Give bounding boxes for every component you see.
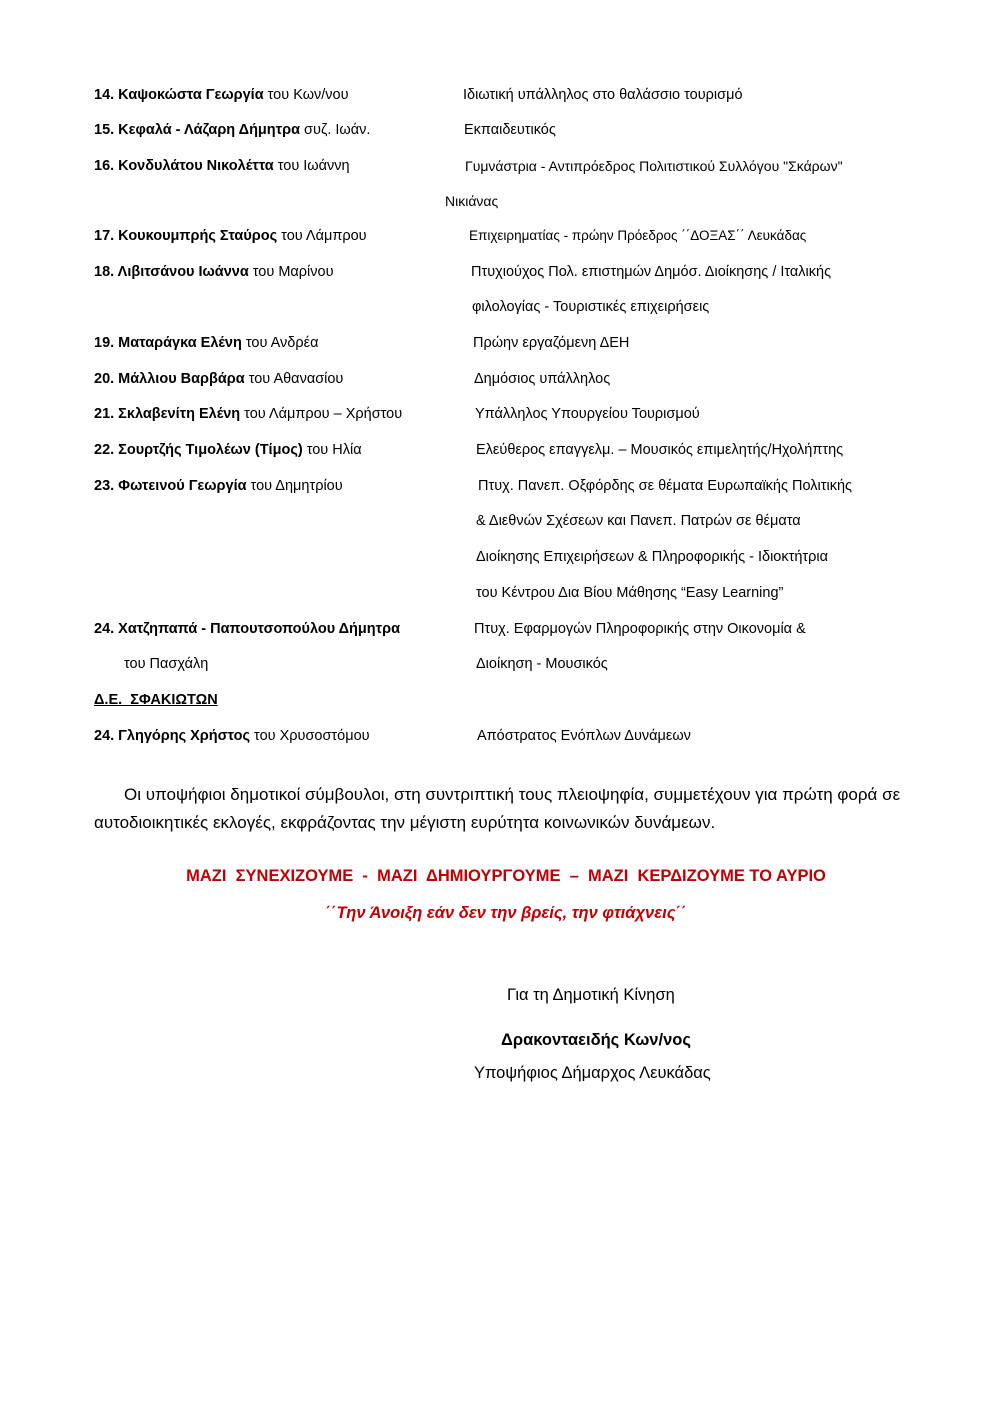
candidate-relation: του Ανδρέα (241, 335, 319, 351)
candidate-occupation: Γυμνάστρια - Αντιπρόεδρος Πολιτιστικού Συλλόγου "Σκάρων" (465, 158, 843, 174)
candidate-occupation: Πτυχιούχος Πολ. επιστημών Δημόσ. Διοίκησης / Ιταλικής (471, 264, 832, 280)
candidate-name: 18. Λιβιτσάνου Ιωάννα (94, 264, 249, 280)
candidate-name-line (94, 441, 362, 459)
candidate-occupation: Δημόσιος υπάλληλος (474, 371, 611, 387)
candidate-name-line (94, 370, 343, 388)
closing-paragraph: Οι υποψήφιοι δημοτικοί σύμβουλοι, στη συντριπτική τους πλειοψηφία, συμμετέχουν για πρώτη φορά σε αυτοδιοικητικές εκλογές, εκφράζοντας την μέγιστη ευρύτητα κοινωνικών δυνάμεων. (94, 785, 901, 832)
candidate-occupation: Απόστρατος Ενόπλων Δυνάμεων (477, 728, 691, 744)
candidate-relation: συζ. Ιωάν. (300, 122, 371, 138)
candidate-name-line (94, 620, 400, 638)
candidate-occupation-continued: Νικιάνας (445, 193, 499, 209)
candidate-name-line (94, 263, 334, 281)
candidate-occupation-continued: Διοίκηση - Μουσικός (476, 656, 608, 672)
candidate-name: 24. Χατζηπαπά - Παπουτσοπούλου Δήμητρα (94, 621, 400, 637)
signature-for: Για τη Δημοτική Κίνηση (507, 986, 675, 1004)
candidate-relation: του Μαρίνου (248, 264, 334, 280)
candidate-name: 24. Γληγόρης Χρήστος (94, 728, 251, 744)
candidate-occupation: Ελεύθερος επαγγελμ. – Μουσικός επιμελητής/Ηχολήπτης (476, 442, 844, 458)
candidate-occupation-continued: & Διεθνών Σχέσεων και Πανεπ. Πατρών σε θέματα (476, 513, 801, 529)
candidate-name-line (94, 227, 367, 245)
candidate-name-line (94, 727, 370, 745)
candidate-occupation: Πτυχ. Πανεπ. Οξφόρδης σε θέματα Ευρωπαϊκής Πολιτικής (478, 478, 852, 494)
candidate-occupation: Πρώην εργαζόμενη ΔΕΗ (473, 335, 630, 351)
candidate-relation: του Χρυσοστόμου (250, 728, 370, 744)
candidate-name: 16. Κονδυλάτου Νικολέττα (94, 158, 274, 174)
section-heading: Δ.Ε. ΣΦΑΚΙΩΤΩΝ (94, 692, 218, 708)
candidate-relation: του Πασχάλη (124, 656, 209, 672)
candidate-occupation: Υπάλληλος Υπουργείου Τουρισμού (475, 406, 700, 422)
candidate-name: 17. Κουκουμπρής Σταύρος (94, 228, 278, 244)
candidate-occupation-continued: του Κέντρου Δια Βίου Μάθησης “Easy Learning” (476, 585, 784, 601)
candidate-name-line (94, 405, 402, 423)
candidate-occupation: Εκπαιδευτικός (464, 122, 556, 138)
candidate-relation: του Ηλία (302, 442, 362, 458)
candidate-relation: του Αθανασίου (244, 371, 344, 387)
signature-title: Υποψήφιος Δήμαρχος Λευκάδας (474, 1064, 711, 1082)
candidate-occupation-continued: Διοίκησης Επιχειρήσεων & Πληροφορικής - Ιδιοκτήτρια (476, 549, 828, 565)
candidate-occupation: Επιχειρηματίας - πρώην Πρόεδρος ΄΄ΔΟΞΑΣ΄΄ Λευκάδας (469, 228, 807, 243)
slogan: ΜΑΖΙ ΣΥΝΕΧΙΖΟΥΜΕ - ΜΑΖΙ ΔΗΜΙΟΥΡΓΟΥΜΕ – ΜΑΖΙ ΚΕΡΔΙΖΟΥΜΕ ΤΟ ΑΥΡΙΟ (186, 867, 826, 885)
candidate-name: 19. Ματαράγκα Ελένη (94, 335, 242, 351)
candidate-relation: του Λάμπρου (277, 228, 367, 244)
candidate-occupation-continued: φιλολογίας - Τουριστικές επιχειρήσεις (472, 299, 710, 315)
candidate-name: 23. Φωτεινού Γεωργία (94, 478, 247, 494)
candidate-name: 22. Σουρτζής Τιμολέων (Τίμος) (94, 442, 303, 458)
candidate-relation: του Δημητρίου (246, 478, 343, 494)
candidate-relation: του Κων/νου (263, 87, 349, 103)
candidate-name: 14. Καψοκώστα Γεωργία (94, 87, 264, 103)
candidate-relation: του Ιωάννη (273, 158, 350, 174)
signature-name: Δρακονταειδής Κων/νος (501, 1031, 691, 1049)
candidate-name-line (94, 157, 350, 175)
motto: ΄΄Την Άνοιξη εάν δεν την βρείς, την φτιάχνεις΄΄ (325, 904, 687, 922)
candidate-name: 15. Κεφαλά - Λάζαρη Δήμητρα (94, 122, 301, 138)
candidate-name-line (94, 86, 349, 104)
candidate-name: 20. Μάλλιου Βαρβάρα (94, 371, 245, 387)
candidate-name-line (94, 334, 318, 352)
candidate-name-line (94, 121, 370, 139)
candidate-occupation: Πτυχ. Εφαρμογών Πληροφορικής στην Οικονομία & (474, 621, 806, 637)
candidate-name: 21. Σκλαβενίτη Ελένη (94, 406, 241, 422)
candidate-relation: του Λάμπρου – Χρήστου (240, 406, 403, 422)
candidate-occupation: Ιδιωτική υπάλληλος στο θαλάσσιο τουρισμό (463, 87, 743, 103)
candidate-name-line (94, 477, 343, 495)
